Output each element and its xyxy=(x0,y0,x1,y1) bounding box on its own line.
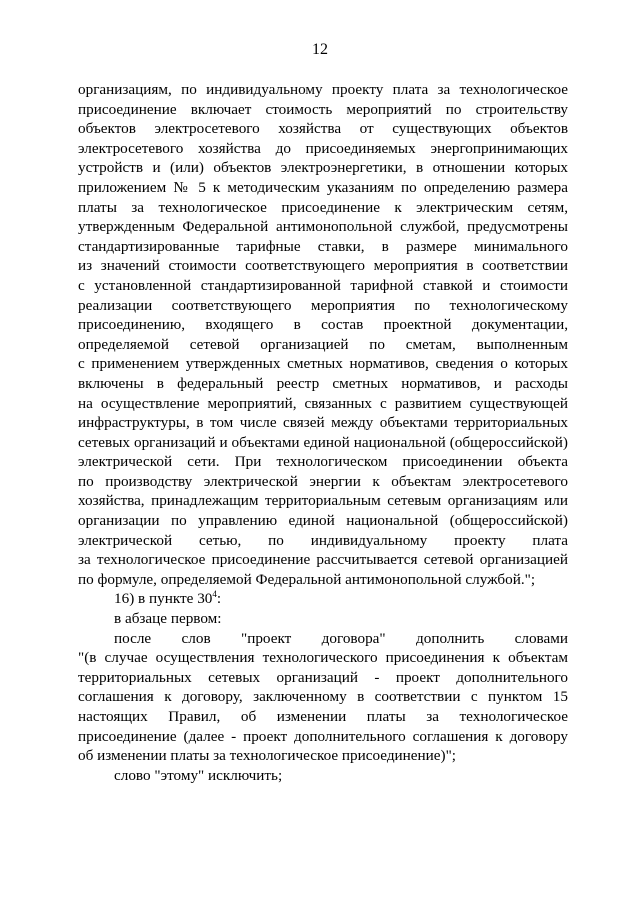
text-line: инфраструктуры, в том числе связей между объектами территориальных xyxy=(78,414,568,432)
quote-line: присоединение (далее - проект дополнительного соглашения к договору xyxy=(78,727,568,745)
text-line: по производству электрической энергии к объектам электросетевого xyxy=(78,472,568,490)
text-line: с применением утвержденных сметных нормативов, сведения о которых xyxy=(78,355,568,373)
text-line: приложением № 5 к методическим указаниям по определению размера xyxy=(78,178,568,196)
page-number: 12 xyxy=(312,41,328,58)
quote-line: соглашения к договору, заключенному в соответствии с пунктом 15 xyxy=(78,688,568,706)
quote-line: "(в случае осуществления технологического присоединения к объектам xyxy=(78,649,568,667)
item-16-line xyxy=(78,589,568,609)
text-line: из значений стоимости соответствующего мероприятия в соответствии xyxy=(78,257,568,275)
text-line: определяемой сетевой организацией по сметам, выполненным xyxy=(78,335,568,353)
paragraph-first-line: в абзаце первом: xyxy=(114,610,222,628)
text-line: электрической сетью, по индивидуальному проекту плата xyxy=(78,531,568,549)
text-line: присоединению, входящего в состав проектной документации, xyxy=(78,316,568,334)
text-line: присоединение включает стоимость мероприятий по строительству xyxy=(78,100,568,118)
text-line: стандартизированные тарифные ставки, в размере минимального xyxy=(78,237,568,255)
text-line: реализации соответствующего мероприятия по технологическому xyxy=(78,296,568,314)
text-line: сетевых организаций и объектами единой национальной (общероссийской) xyxy=(78,433,568,451)
item-16-superscript: 4 xyxy=(212,589,217,600)
text-line: утвержденным Федеральной антимонопольной службой, предусмотрены xyxy=(78,218,568,236)
word-exclude-line: слово "этому" исключить; xyxy=(114,766,283,784)
after-words-line: после слов "проект договора" дополнить словами xyxy=(114,629,568,647)
text-line: за технологическое присоединение рассчитывается сетевой организацией xyxy=(78,551,568,569)
text-line: на осуществление мероприятий, связанных с развитием существующей xyxy=(78,394,568,412)
text-line: организации по управлению единой национальной (общероссийской) xyxy=(78,512,568,530)
text-line: по формуле, определяемой Федеральной антимонопольной службой."; xyxy=(78,570,536,588)
quote-line: об изменении платы за технологическое присоединение)"; xyxy=(78,747,457,765)
text-line: включены в федеральный реестр сметных нормативов, и расходы xyxy=(78,374,568,392)
text-line: организациям, по индивидуальному проекту плата за технологическое xyxy=(78,81,568,98)
quote-line: настоящих Правил, об изменении платы за технологическое xyxy=(78,708,568,725)
item-16-text: 16) в пункте 30 xyxy=(114,590,213,608)
text-line: объектов электросетевого хозяйства от существующих объектов xyxy=(78,120,568,138)
text-line: электросетевого хозяйства до присоединяемых энергопринимающих xyxy=(78,139,568,157)
text-line: электрической сети. При технологическом присоединении объекта xyxy=(78,453,568,471)
item-16-colon: : xyxy=(216,590,222,608)
text-line: платы за технологическое присоединение к электрическим сетям, xyxy=(78,198,568,216)
quote-line: территориальных сетевых организаций - проект дополнительного xyxy=(78,668,568,686)
text-line: хозяйства, принадлежащим территориальным сетевым организациям или xyxy=(78,492,568,510)
document-body xyxy=(78,80,568,785)
text-line: с установленной стандартизированной тарифной ставкой и стоимости xyxy=(78,276,568,294)
text-line: устройств и (или) объектов электроэнергетики, в отношении которых xyxy=(78,159,568,177)
